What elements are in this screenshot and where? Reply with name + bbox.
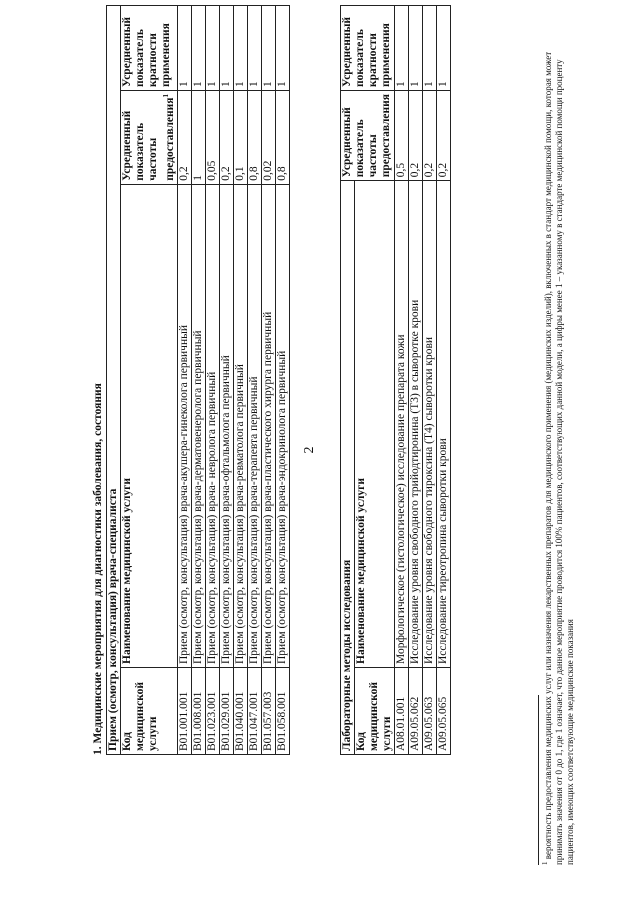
- table-row: [275, 6, 289, 755]
- service-code: A09.05.063: [423, 668, 437, 755]
- service-code: B01.023.001: [205, 668, 219, 755]
- specialist-table-caption: Прием (осмотр, консультация) врача-специалиста: [107, 6, 121, 755]
- service-name: Прием (осмотр, консультация) врача-эндокринолога первичный: [275, 184, 289, 667]
- lab-column-header-frequency: Усредненный показатель частоты предоставления: [341, 91, 395, 181]
- table-row: [233, 6, 247, 755]
- table-row: [395, 6, 409, 755]
- multiplicity-value: 1: [191, 6, 205, 91]
- frequency-header-text: Усредненный показатель частоты предоставления: [121, 97, 176, 181]
- lab-table-caption: Лабораторные методы исследования: [341, 181, 355, 755]
- column-header-multiplicity: Усредненный показатель кратности применения: [121, 6, 178, 91]
- table-row: [261, 6, 275, 755]
- table-row: [423, 6, 437, 755]
- service-code: B01.008.001: [191, 668, 205, 755]
- table-row: [247, 6, 261, 755]
- footnote-text: вероятность предоставления медицинских услуг или назначения лекарственных препаратов для медицинского применения (медицинских изделий), включенных в стандарт медицинской помощи, которая может принимать значения от 0 до 1, где 1 означает, что данное мероприятие проводится 100% пациентов, соответствующих данной модели, а цифры менее 1 – указанному в стандарте медицинской помощи проценту пациентов, имеющих соответствующие медицинские показания: [543, 51, 575, 865]
- footnote-number: 1: [541, 861, 549, 865]
- frequency-value: 0,2: [423, 91, 437, 181]
- service-name: Прием (осмотр, консультация) врача-офтальмолога первичный: [219, 184, 233, 667]
- frequency-value: 0,02: [261, 91, 275, 185]
- service-name: Прием (осмотр, консультация) врача-дерматовенеролога первичный: [191, 184, 205, 667]
- multiplicity-value: 1: [261, 6, 275, 91]
- frequency-value: 0,5: [395, 91, 409, 181]
- service-name: Прием (осмотр, консультация) врача-акушера-гинеколога первичный: [177, 184, 191, 667]
- service-name: Исследование уровня свободного трийодтиронина (T3) в сыворотке крови: [409, 181, 423, 668]
- column-header-name: Наименование медицинской услуги: [121, 184, 178, 667]
- service-code: A08.01.001: [395, 668, 409, 755]
- frequency-value: 1: [191, 91, 205, 185]
- service-code: B01.001.001: [177, 668, 191, 755]
- page-number: 2: [302, 446, 317, 454]
- service-name: Морфологическое (гистологическое) исследование препарата кожи: [395, 181, 409, 668]
- footnote-separator: [538, 695, 539, 865]
- service-code: B01.047.001: [247, 668, 261, 755]
- service-name: Прием (осмотр, консультация) врача-пластического хирурга первичный: [261, 184, 275, 667]
- table-row: [409, 6, 423, 755]
- multiplicity-value: 1: [233, 6, 247, 91]
- frequency-value: 0,05: [205, 91, 219, 185]
- laboratory-methods-table: [340, 5, 451, 755]
- multiplicity-value: 1: [275, 6, 289, 91]
- service-name: Исследование тиреотропина сыворотки крови: [437, 181, 451, 668]
- multiplicity-value: 1: [177, 6, 191, 91]
- column-header-frequency: [121, 91, 178, 185]
- service-name: Исследование уровня свободного тироксина (T4) сыворотки крови: [423, 181, 437, 668]
- multiplicity-value: 1: [409, 6, 423, 91]
- table-row: [205, 6, 219, 755]
- frequency-value: 0,2: [437, 91, 451, 181]
- footnote-marker: 1: [162, 94, 170, 98]
- section-title: 1. Медицинские мероприятия для диагностики заболевания, состояния: [92, 383, 104, 755]
- footnote: [540, 45, 576, 865]
- service-code: A09.05.065: [437, 668, 451, 755]
- multiplicity-value: 1: [437, 6, 451, 91]
- service-code: B01.057.003: [261, 668, 275, 755]
- table-row: [177, 6, 191, 755]
- table-row: [437, 6, 451, 755]
- frequency-value: 0,8: [247, 91, 261, 185]
- service-name: Прием (осмотр, консультация) врача-терапевта первичный: [247, 184, 261, 667]
- service-code: B01.029.001: [219, 668, 233, 755]
- multiplicity-value: 1: [205, 6, 219, 91]
- multiplicity-value: 1: [219, 6, 233, 91]
- service-code: B01.058.001: [275, 668, 289, 755]
- frequency-value: 0,2: [219, 91, 233, 185]
- table-row: [191, 6, 205, 755]
- specialist-services-table: [106, 5, 290, 755]
- column-header-code: Код медицинской услуги: [121, 668, 178, 755]
- multiplicity-value: 1: [247, 6, 261, 91]
- lab-column-header-name: Наименование медицинской услуги: [355, 181, 395, 668]
- lab-column-header-code: Код медицинской услуги: [355, 668, 395, 755]
- multiplicity-value: 1: [395, 6, 409, 91]
- lab-column-header-multiplicity: Усредненный показатель кратности применения: [341, 6, 395, 91]
- multiplicity-value: 1: [423, 6, 437, 91]
- frequency-value: 0,2: [409, 91, 423, 181]
- service-code: B01.040.001: [233, 668, 247, 755]
- service-code: A09.05.062: [409, 668, 423, 755]
- table-row: [219, 6, 233, 755]
- frequency-value: 0,2: [177, 91, 191, 185]
- service-name: Прием (осмотр, консультация) врача- невролога первичный: [205, 184, 219, 667]
- frequency-value: 0,1: [233, 91, 247, 185]
- frequency-value: 0,8: [275, 91, 289, 185]
- service-name: Прием (осмотр, консультация) врача-ревматолога первичный: [233, 184, 247, 667]
